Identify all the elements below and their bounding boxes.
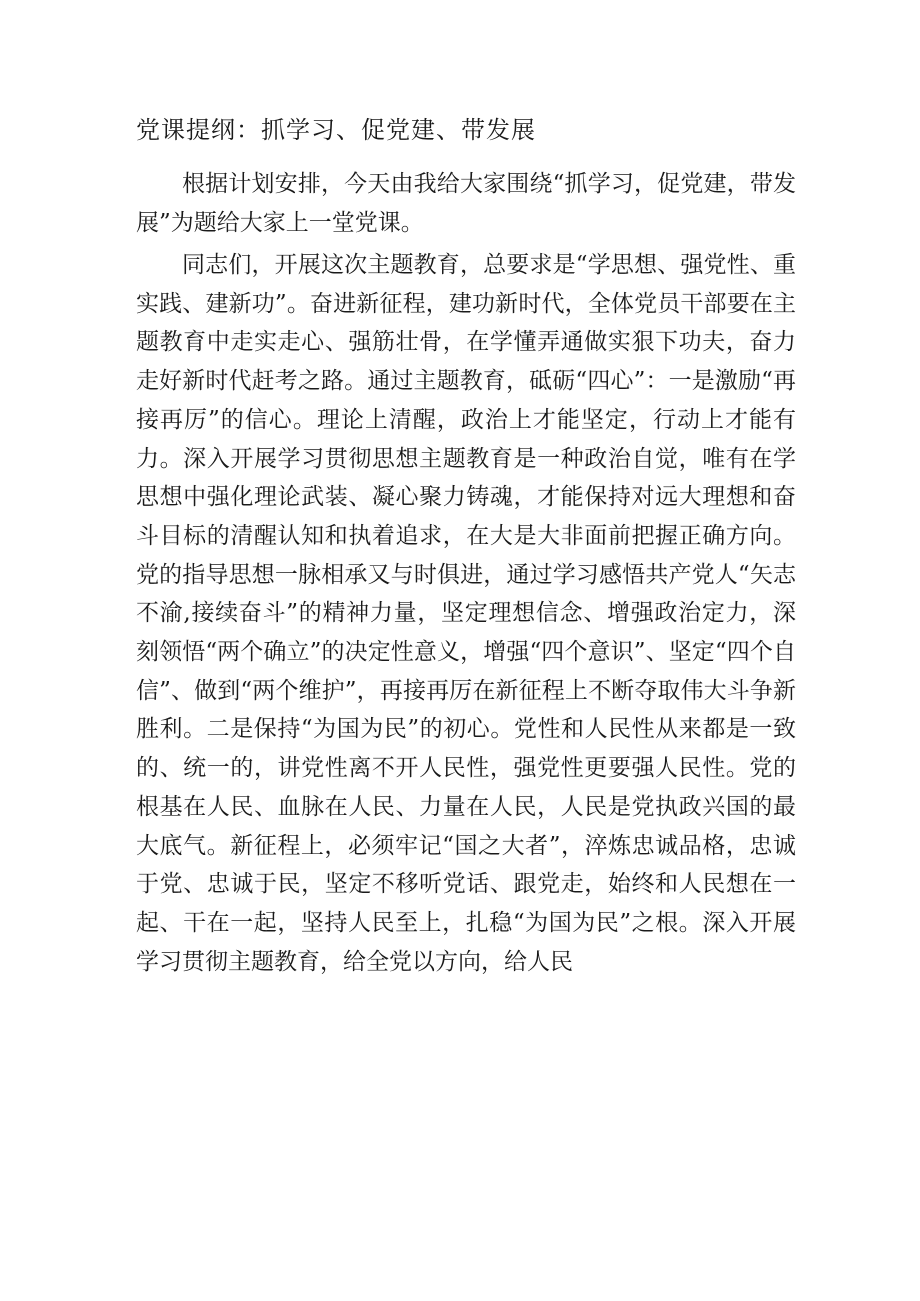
paragraph-intro: 根据计划安排，今天由我给大家围绕“抓学习，促党建，带发展”为题给大家上一堂党课。 bbox=[136, 171, 796, 236]
document-title: 党课提纲：抓学习、促党建、带发展 bbox=[136, 116, 536, 144]
paragraph-body: 同志们，开展这次主题教育，总要求是“学思想、强党性、重实践、建新功”。奋进新征程，建功新时代，全体党员干部要在主题教育中走实走心、强筋壮骨，在学懂弄通做实狠下功夫，奋力走好新时代赶考之路。通过主题教育，砥砺“四心”：一是激励“再接再厉”的信心。理论上清醒，政治上才能坚定，行动上才能有力。深入开展学习贯彻思想主题教育是一种政治自觉，唯有在学思想中强化理论武装、凝心聚力铸魂，才能保持对远大理想和奋斗目标的清醒认知和执着追求，在大是大非面前把握正确方向。党的指导思想一脉相承又与时俱进，通过学习感悟共产党人“矢志不渝,接续奋斗”的精神力量，坚定理想信念、增强政治定力，深刻领悟“两个确立”的决定性意义，增强“四个意识”、坚定“四个自信”、做到“两个维护”，再接再厉在新征程上不断夺取伟大斗争新胜利。二是保持“为国为民”的初心。党性和人民性从来都是一致的、统一的，讲党性离不开人民性，强党性更要强人民性。党的根基在人民、血脉在人民、力量在人民，人民是党执政兴国的最大底气。新征程上，必须牢记“国之大者”，淬炼忠诚品格，忠诚于党、忠诚于民，坚定不移听党话、跟党走，始终和人民想在一起、干在一起，坚持人民至上，扎稳“为国为民”之根。深入开展学习贯彻主题教育，给全党以方向，给人民 bbox=[136, 252, 796, 975]
